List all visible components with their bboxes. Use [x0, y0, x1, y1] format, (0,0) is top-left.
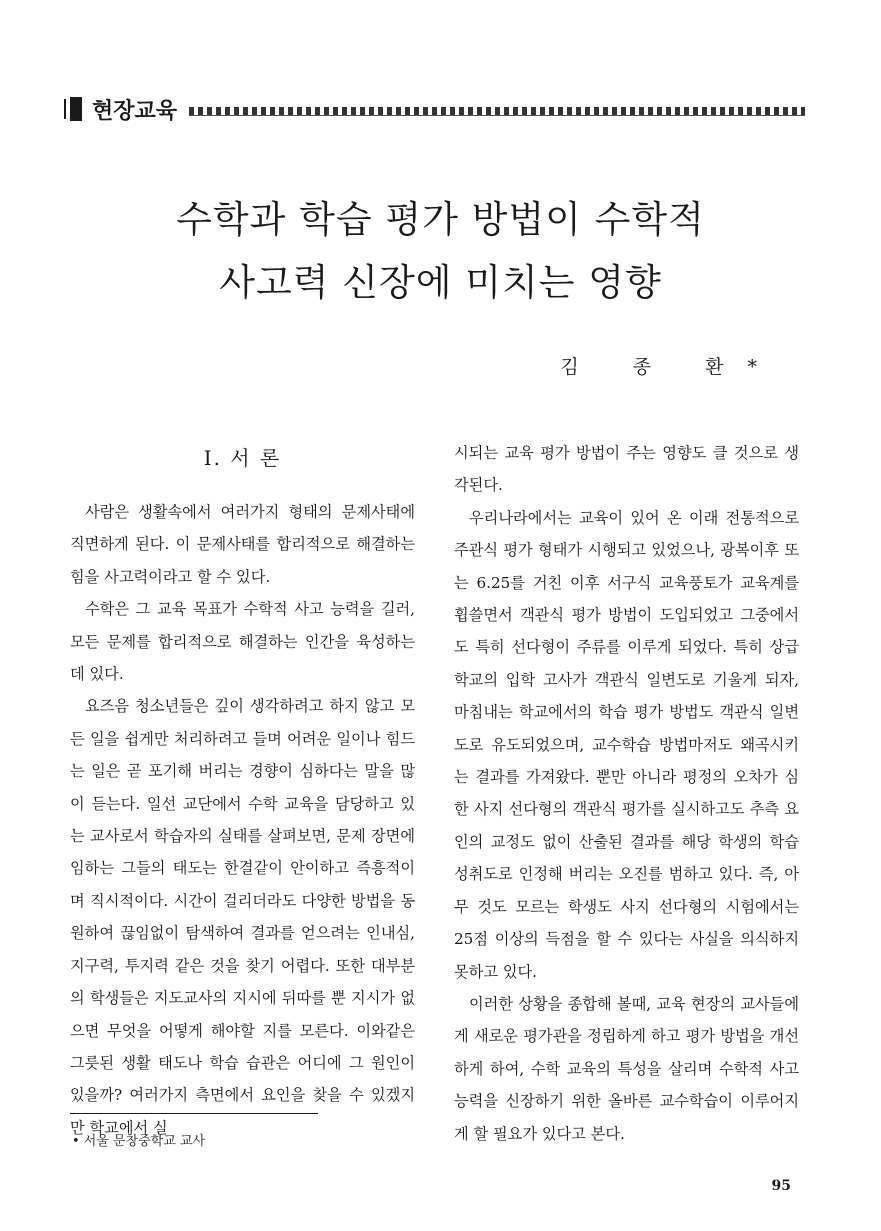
author-name: 김 종 환*: [560, 356, 781, 378]
section-heading: Ⅰ. 서 론: [203, 446, 282, 470]
footnote-divider: [70, 1113, 318, 1114]
title-line-2: 사고력 신장에 미치는 영향: [219, 261, 662, 304]
paragraph: 이러한 상황을 종합해 볼때, 교육 현장의 교사들에게 새로운 평가관을 정립하게 하고 평가 방법을 개선하게 하여, 수학 교육의 특성을 살리며 수학적 사고 능력을 신장하기 위한 올바른 교수학습이 이루어지게 할 필요가 있다고 본다.: [454, 994, 799, 1143]
paragraph: 시되는 교육 평가 방법이 주는 영향도 클 것으로 생각된다.: [454, 444, 799, 495]
title-line-1: 수학과 학습 평가 방법이 수학적: [176, 198, 705, 241]
right-column: [454, 437, 799, 1150]
paragraph: 우리나라에서는 교육이 있어 온 이래 전통적으로 주관식 평가 형태가 시행되고 있었으나, 광복이후 또는 6.25를 거친 이후 서구식 교육풍토가 교육계를 휩쓸면서 객관식 평가 방법이 도입되었고 그중에서도 특히 선다형이 주류를 이루게 되었다. 특히 상급 학교의 입학 고사가 객관식 일변도로 기울게 되자, 마침내는 학교에서의 학습 평가 방법도 객관식 일변도로 유도되었으며, 교수학습 방법마저도 왜곡시키는 결과를 가져왔다. 뿐만 아니라 평정의 오차가 심한 사지 선다형의 객관식 평가를 실시하고도 추측 요인의 교정도 없이 산출된 결과를 해당 학생의 학습 성취도로 인정해 버리는 오진를 범하고 있다. 즉, 아무 것도 모르는 학생도 사지 선다형의 시험에서는 25점 이상의 득점을 할 수 있다는 사실을 의식하지 못하고 있다.: [454, 508, 799, 981]
section-label: 현장교육: [92, 98, 178, 124]
paragraph: 요즈음 청소년들은 깊이 생각하려고 하지 않고 모든 일을 쉽게만 처리하려고 들며 어려운 일이나 힘드는 일은 곧 포기해 버리는 경향이 심하다는 말을 많이 듣는다. 일선 교단에서 수학 교육을 담당하고 있는 교사로서 학습자의 실태를 살펴보면, 문제 장면에 임하는 그들의 태도는 한결같이 안이하고 즉흥적이며 직시적이다. 시간이 걸리더라도 다양한 방법을 동원하여 끊임없이 탐색하여 결과를 얻으려는 인내심, 지구력, 투지력 같은 것을 찾기 어렵다. 또한 대부분의 학생들은 지도교사의 지시에 뒤따를 뿐 지시가 없으면 무엇을 어떻게 해야할 지를 모른다. 이와같은 그릇된 생활 태도나 학습 습관은 어디에 그 원인이 있을까? 여러가지 측면에서 요인을 찾을 수 있겠지만 학교에서 실: [70, 697, 415, 1137]
page-number: 95: [771, 1178, 791, 1194]
paragraph: 사람은 생활속에서 여러가지 형태의 문제사태에 직면하게 된다. 이 문제사태를 합리적으로 해결하는 힘을 사고력이라고 할 수 있다.: [70, 503, 415, 586]
article-title: [0, 188, 881, 314]
header-bar-mark: [70, 97, 82, 121]
header-dotted-rule: [189, 107, 805, 116]
left-column: [70, 442, 415, 1144]
paragraph: 수학은 그 교육 목표가 수학적 사고 능력을 길러, 모든 문제를 합리적으로 해결하는 인간을 육성하는 데 있다.: [70, 600, 415, 684]
section-header: [70, 94, 805, 124]
author-affiliation-footnote: • 서울 문창중학교 교사: [72, 1134, 206, 1149]
